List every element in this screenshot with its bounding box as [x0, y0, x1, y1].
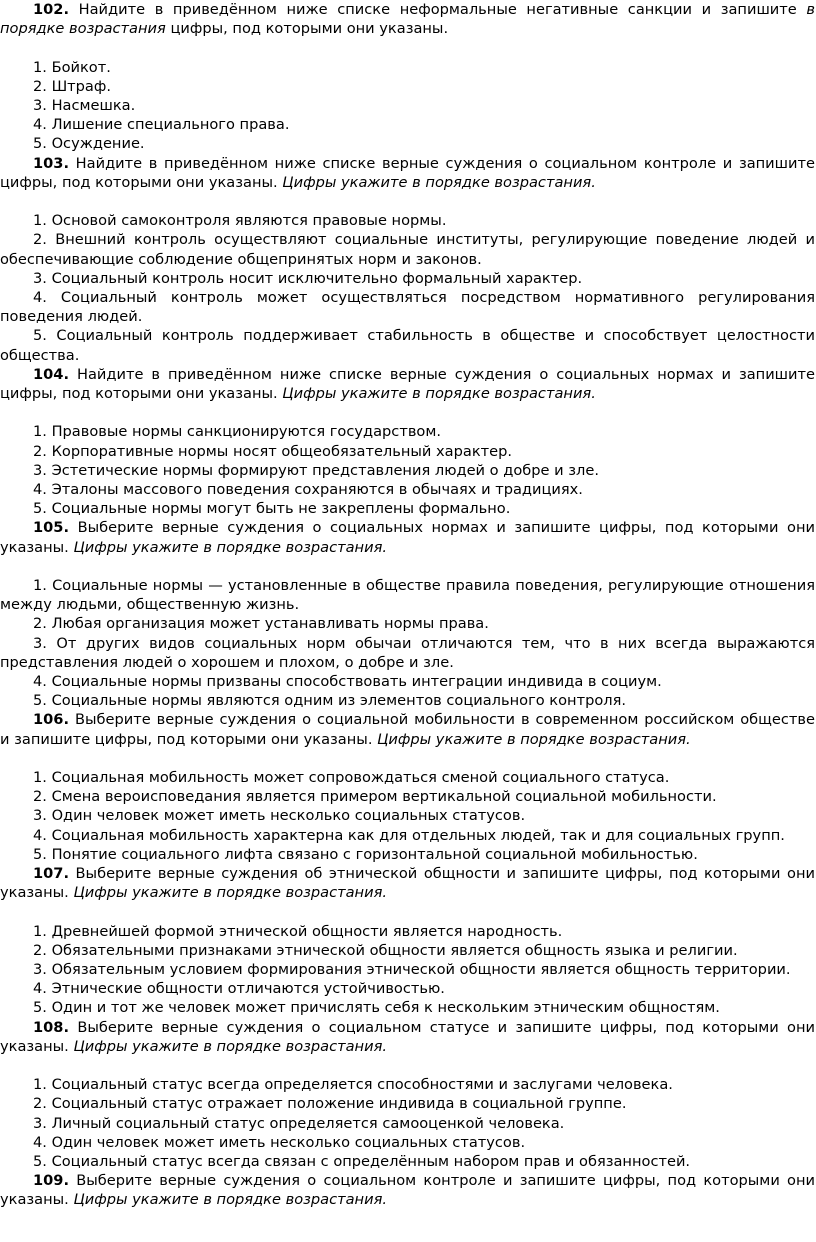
question-102	[0, 0, 815, 38]
blank-line	[0, 557, 815, 576]
question-text: Найдите в приведённом ниже списке неформальные негативные санкции и запишите	[69, 1, 807, 18]
answer-option: 5. Социальные нормы могут быть не закреплены формально.	[33, 500, 511, 518]
question-instruction: в порядке возрастания	[0, 1, 815, 38]
question-text: Найдите в приведённом ниже списке верные суждения о социальных нормах и запишите цифры, под которыми они указаны.	[0, 365, 815, 403]
answer-option: 1. Социальные нормы — установленные в обществе правила поведения, регулирующие отношения между людьми, общественную жизнь.	[0, 577, 815, 614]
question-text: Выберите верные суждения о социальном статусе и запишите цифры, под которыми они указаны.	[0, 1018, 815, 1055]
question-instruction: Цифры укажите в порядке возрастания.	[73, 538, 387, 556]
answer-option: 1. Древнейшей формой этнической общности является народность.	[33, 922, 563, 940]
answer-option: 4. Этнические общности отличаются устойчивостью.	[33, 980, 445, 998]
answer-option: 4. Один человек может иметь несколько социальных статусов.	[33, 1133, 526, 1151]
question-instruction: Цифры укажите в порядке возрастания.	[73, 1191, 387, 1209]
blank-line	[0, 749, 815, 768]
question-text: Найдите в приведённом ниже списке верные суждения о социальном контроле и запишите цифры, под которыми они указаны.	[0, 154, 815, 191]
answer-option: 4. Социальная мобильность характерна как для отдельных людей, так и для социальных групп.	[33, 826, 785, 844]
question-104	[0, 365, 815, 403]
question-109	[0, 1171, 815, 1209]
question-text: Выберите верные суждения об этнической общности и запишите цифры, под которыми они указаны.	[0, 865, 815, 902]
answer-option: 1. Правовые нормы санкционируются государством.	[33, 423, 441, 441]
question-instruction: Цифры укажите в порядке возрастания.	[73, 884, 387, 902]
answer-option: 1. Основой самоконтроля являются правовые нормы.	[33, 212, 447, 230]
blank-line	[0, 38, 815, 57]
answer-option: 5. Понятие социального лифта связано с горизонтальной социальной мобильностью.	[33, 845, 698, 863]
answer-option: 5. Социальный статус всегда связан с определённым набором прав и обязанностей.	[33, 1153, 691, 1171]
question-text: Выберите верные суждения о социальном контроле и запишите цифры, под которыми они указаны.	[0, 1172, 815, 1209]
question-number: 103.	[33, 154, 70, 172]
answer-option: 2. Штраф.	[33, 77, 111, 95]
answer-option: 3. Эстетические нормы формируют представления людей о добре и зле.	[33, 461, 599, 479]
answer-option: 1. Социальная мобильность может сопровождаться сменой социального статуса.	[33, 769, 670, 787]
question-instruction: Цифры укажите в порядке возрастания.	[73, 1037, 387, 1055]
question-number: 106.	[33, 711, 70, 729]
answer-option: 4. Социальные нормы призваны способствовать интеграции индивида в социум.	[33, 673, 662, 691]
question-instruction: Цифры укажите в порядке возрастания.	[282, 173, 596, 191]
answer-option: 4. Лишение специального права.	[33, 116, 290, 134]
question-instruction: Цифры укажите в порядке возрастания.	[282, 385, 596, 403]
answer-option: 3. Личный социальный статус определяется самооценкой человека.	[33, 1114, 565, 1132]
question-number: 104.	[33, 365, 70, 383]
blank-line	[0, 902, 815, 921]
question-number: 108.	[33, 1018, 70, 1036]
answer-option: 2. Смена вероисповедания является примером вертикальной социальной мобильности.	[33, 788, 717, 806]
answer-option: 3. От других видов социальных норм обычаи отличаются тем, что в них всегда выражаются представления людей о хорошем и плохом, о добре и зле.	[0, 634, 815, 671]
question-107	[0, 864, 815, 902]
question-number: 105.	[33, 519, 70, 537]
question-108	[0, 1018, 815, 1056]
answer-option: 2. Социальный статус отражает положение индивида в социальной группе.	[33, 1095, 627, 1113]
question-instruction: Цифры укажите в порядке возрастания.	[377, 730, 691, 748]
question-number: 102.	[33, 1, 70, 18]
answer-option: 3. Обязательным условием формирования этнической общности является общность территории.	[33, 961, 791, 979]
question-text: Выберите верные суждения о социальной мобильности в современном российском обществе и запишите цифры, под которыми они указаны.	[0, 711, 815, 748]
question-text: Выберите верные суждения о социальных нормах и запишите цифры, под которыми они указаны.	[0, 519, 815, 556]
question-number: 107.	[33, 865, 70, 883]
answer-option: 2. Любая организация может устанавливать нормы права.	[33, 615, 489, 633]
blank-line	[0, 1056, 815, 1075]
question-105	[0, 518, 815, 556]
answer-option: 5. Социальные нормы являются одним из элементов социального контроля.	[33, 692, 627, 710]
answer-option: 4. Социальный контроль может осуществляться посредством нормативного регулирования поведения людей.	[0, 289, 815, 326]
answer-option: 1. Бойкот.	[33, 58, 111, 76]
blank-line	[0, 192, 815, 211]
answer-option: 2. Обязательными признаками этнической общности является общность языка и религии.	[33, 941, 738, 959]
answer-option: 3. Насмешка.	[33, 97, 136, 114]
question-103	[0, 154, 815, 192]
answer-option: 5. Социальный контроль поддерживает стабильность в обществе и способствует целостности общества.	[0, 327, 815, 364]
question-number: 109.	[33, 1172, 70, 1190]
answer-option: 3. Социальный контроль носит исключительно формальный характер.	[33, 269, 583, 287]
question-106	[0, 710, 815, 748]
question-tail: цифры, под которыми они указаны.	[165, 20, 449, 38]
answer-option: 3. Один человек может иметь несколько социальных статусов.	[33, 807, 526, 825]
answer-option: 2. Внешний контроль осуществляют социальные институты, регулирующие поведение людей и обеспечивающие соблюдение общепринятых норм и законов.	[0, 231, 815, 268]
answer-option: 4. Эталоны массового поведения сохраняются в обычаях и традициях.	[33, 481, 583, 499]
blank-line	[0, 403, 815, 422]
answer-option: 5. Один и тот же человек может причислять себя к нескольким этническим общностям.	[33, 999, 720, 1017]
answer-option: 1. Социальный статус всегда определяется способностями и заслугами человека.	[33, 1076, 673, 1094]
answer-option: 5. Осуждение.	[33, 135, 145, 153]
answer-option: 2. Корпоративные нормы носят общеобязательный характер.	[33, 442, 513, 460]
